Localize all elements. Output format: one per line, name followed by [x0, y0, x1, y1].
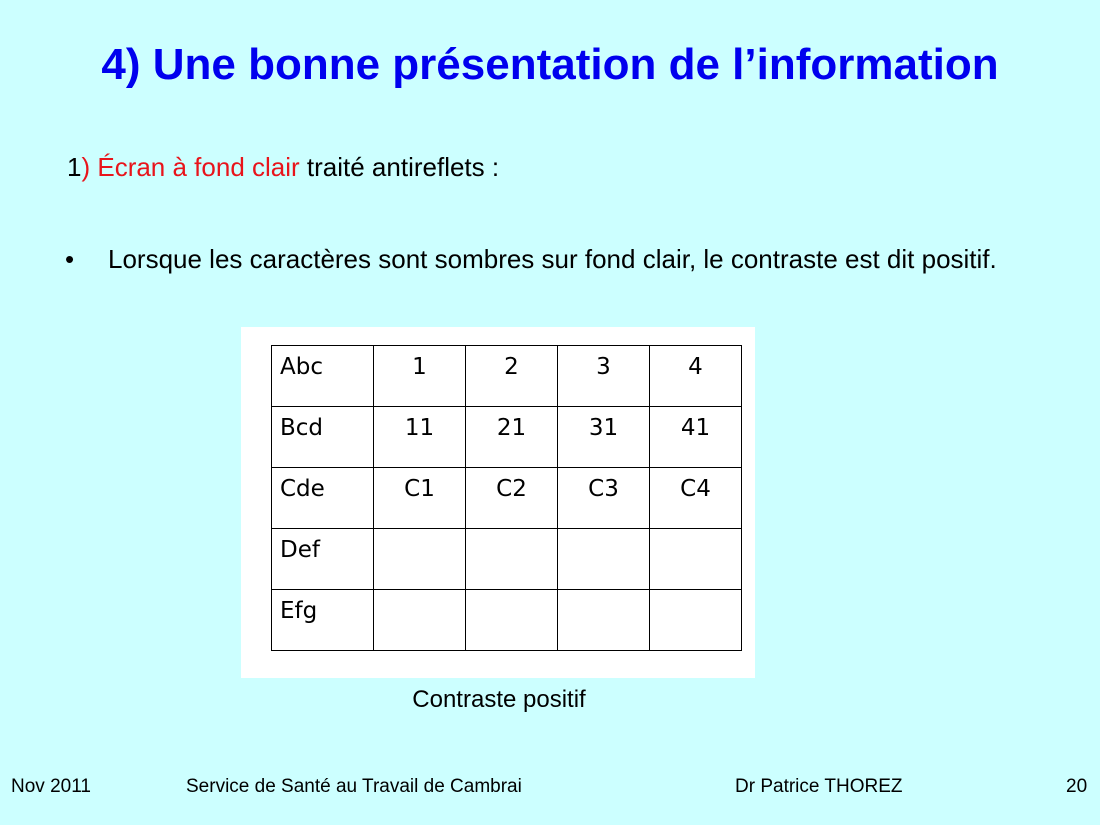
- table-cell: 41: [650, 407, 742, 468]
- subheading-highlight: ) Écran à fond clair: [81, 152, 300, 182]
- table-cell: [650, 529, 742, 590]
- table-row: [272, 590, 742, 651]
- footer-author: Dr Patrice THOREZ: [735, 776, 903, 797]
- bullet-item: [65, 240, 1035, 279]
- table-cell: [558, 590, 650, 651]
- table-cell: Efg: [272, 590, 374, 651]
- table-cell: [558, 529, 650, 590]
- table-cell: Cde: [272, 468, 374, 529]
- page-number: 20: [1066, 776, 1088, 797]
- table-cell: 21: [466, 407, 558, 468]
- table-row: [272, 529, 742, 590]
- table-cell: C2: [466, 468, 558, 529]
- table-row: [272, 346, 742, 407]
- table-cell: C3: [558, 468, 650, 529]
- table-cell: 3: [558, 346, 650, 407]
- table-caption: Contraste positif: [412, 686, 586, 713]
- table-cell: [650, 590, 742, 651]
- bullet-text: Lorsque les caractères sont sombres sur fond clair, le contraste est dit positif.: [108, 244, 997, 274]
- table-cell: 4: [650, 346, 742, 407]
- table-cell: 11: [374, 407, 466, 468]
- table-cell: 1: [374, 346, 466, 407]
- footer-date: Nov 2011: [11, 776, 91, 797]
- table-cell: 2: [466, 346, 558, 407]
- table-cell: [466, 529, 558, 590]
- footer-service: Service de Santé au Travail de Cambrai: [186, 776, 522, 797]
- table-row: [272, 407, 742, 468]
- table-cell: [466, 590, 558, 651]
- slide-title: 4) Une bonne présentation de l’information: [101, 40, 999, 89]
- table-cell: C1: [374, 468, 466, 529]
- table-image-panel: [241, 327, 755, 678]
- table-cell: C4: [650, 468, 742, 529]
- table-cell: 31: [558, 407, 650, 468]
- table-cell: [374, 529, 466, 590]
- table-cell: Abc: [272, 346, 374, 407]
- table-row: [272, 468, 742, 529]
- subheading: [67, 152, 499, 183]
- table-cell: Def: [272, 529, 374, 590]
- bullet-marker: •: [65, 244, 75, 274]
- example-table: [271, 345, 742, 651]
- subheading-rest: traité antireflets :: [299, 152, 500, 182]
- table-cell: Bcd: [272, 407, 374, 468]
- subheading-number: 1: [67, 152, 82, 182]
- table-cell: [374, 590, 466, 651]
